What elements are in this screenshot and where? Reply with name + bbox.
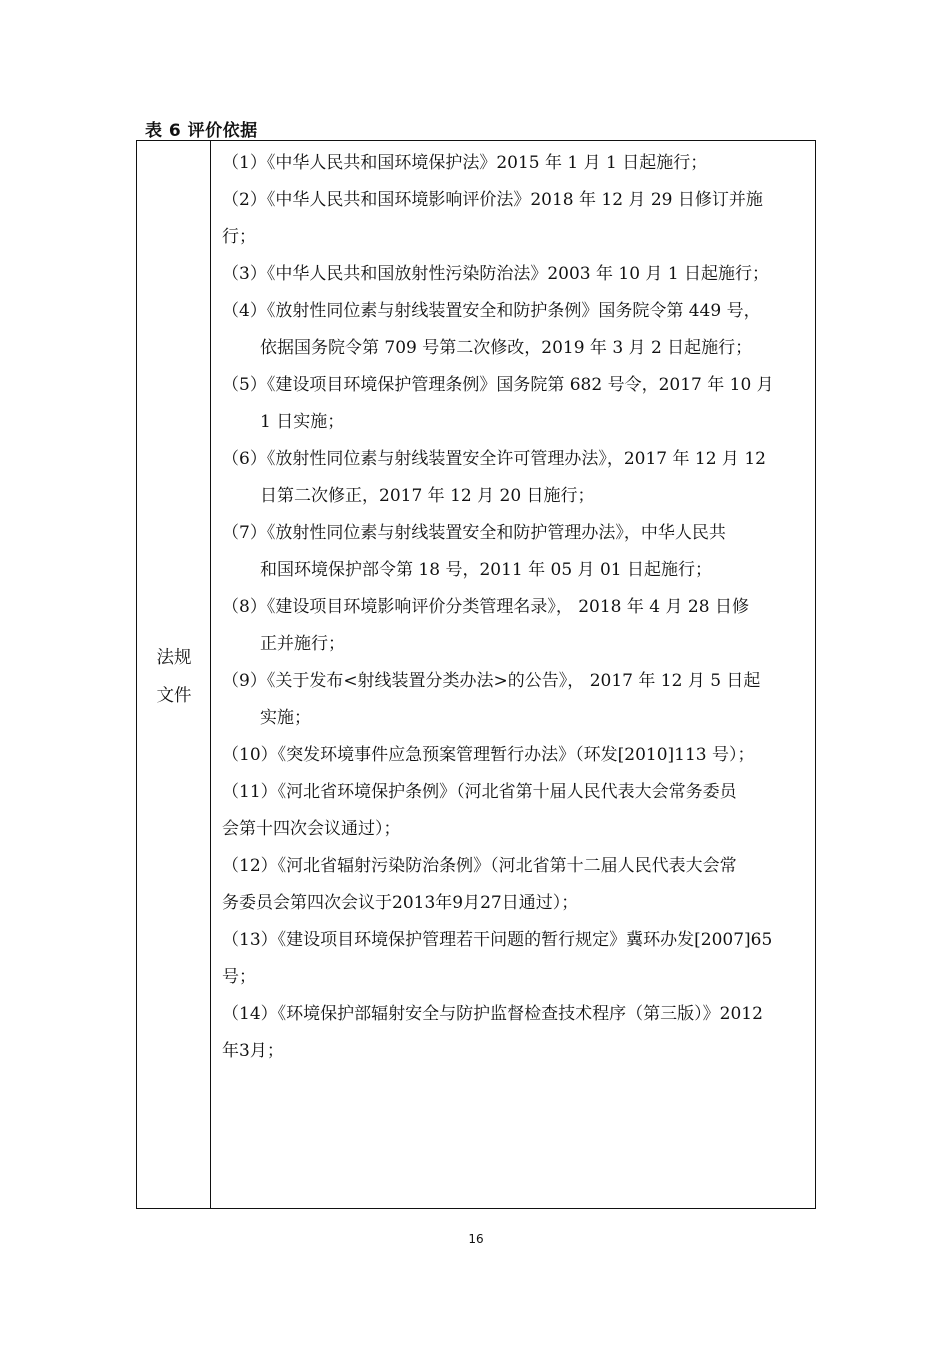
row-label (137, 639, 211, 715)
page-number: 16 (468, 1232, 484, 1246)
regulation-item-8: （8）《建设项目环境影响评价分类管理名录》， 2018 年 4 月 28 日修 正并施行； (222, 597, 749, 654)
regulation-item-13: （13）《建设项目环境保护管理若干问题的暂行规定》冀环办发[2007]65 号； (222, 930, 773, 987)
regulation-list (222, 145, 807, 1070)
regulation-item-4: （4）《放射性同位素与射线装置安全和防护条例》国务院令第 449 号， 依据国务院令第 709 号第二次修改，2019 年 3 月 2 日起施行； (222, 301, 761, 358)
regulation-item-11: （11）《河北省环境保护条例》（河北省第十届人民代表大会常务委员 会第十四次会议通过）； (222, 782, 737, 839)
row-label-line1: 法规 (156, 648, 192, 668)
regulation-item-9: （9）《关于发布<射线装置分类办法>的公告》， 2017 年 12 月 5 日起 实施； (222, 671, 761, 728)
regulation-item-10: （10）《突发环境事件应急预案管理暂行办法》（环发[2010]113 号）； (222, 745, 755, 765)
regulation-item-3: （3）《中华人民共和国放射性污染防治法》2003 年 10 月 1 日起施行； (222, 264, 770, 284)
regulation-item-6: （6）《放射性同位素与射线装置安全许可管理办法》，2017 年 12 月 12 日第二次修正，2017 年 12 月 20 日施行； (222, 449, 766, 506)
table-title: 表 6 评价依据 (145, 121, 258, 141)
row-label-cell (137, 141, 211, 1208)
evaluation-basis-table (136, 140, 816, 1209)
regulation-item-14: （14）《环境保护部辐射安全与防护监督检查技术程序（第三版）》2012 年3月； (222, 1004, 763, 1061)
regulation-item-1: （1）《中华人民共和国环境保护法》2015 年 1 月 1 日起施行； (222, 153, 708, 173)
regulations-cell (212, 141, 815, 1208)
regulation-item-7: （7）《放射性同位素与射线装置安全和防护管理办法》，中华人民共 和国环境保护部令第 18 号，2011 年 05 月 01 日起施行； (222, 523, 726, 580)
regulation-item-2: （2）《中华人民共和国环境影响评价法》2018 年 12 月 29 日修订并施 行； (222, 190, 763, 247)
row-label-line2: 文件 (156, 686, 192, 706)
regulation-item-12: （12）《河北省辐射污染防治条例》（河北省第十二届人民代表大会常 务委员会第四次会议于2013年9月27日通过）； (222, 856, 737, 913)
regulation-item-5: （5）《建设项目环境保护管理条例》国务院第 682 号令，2017 年 10 月 1 日实施； (222, 375, 774, 432)
